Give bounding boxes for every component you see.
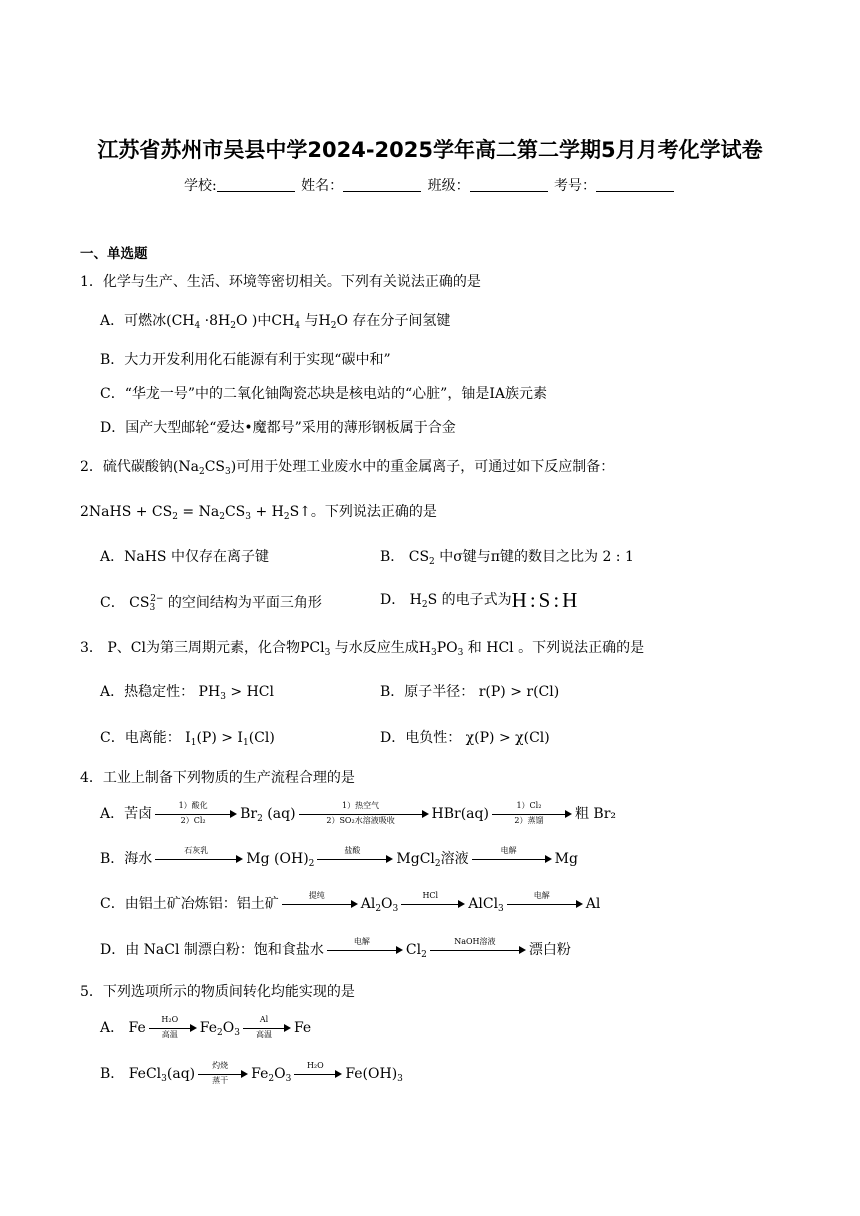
- q2-stem: 2．硫代碳酸钠$(Na_2CS_3)$可用于处理工业废水中的重金属离子，可通过如下反应制备：: [80, 459, 615, 477]
- arrow: 1）酸化 2）Cl₂: [155, 803, 237, 825]
- number-blank[interactable]: [596, 177, 674, 192]
- name-label: 姓名：: [301, 178, 344, 194]
- arrow: 盐酸: [317, 848, 393, 870]
- school-label: 学校:: [183, 178, 217, 194]
- arrow: 1）热空气 2）SO₂水溶液吸收: [299, 803, 429, 825]
- section-heading: 一、单选题: [80, 246, 148, 262]
- student-info-row: [0, 175, 860, 195]
- arrow: 电解: [327, 939, 403, 961]
- class-label: 班级：: [427, 178, 470, 194]
- q3-option-d: D．电负性： χ(P) > χ(Cl): [380, 730, 550, 746]
- arrow: 电解: [472, 848, 552, 870]
- q4-stem: 4．工业上制备下列物质的生产流程合理的是: [80, 770, 355, 786]
- q2-option-c: C． $CS_3^{2-}$ 的空间结构为平面三角形: [100, 594, 322, 613]
- name-blank[interactable]: [343, 177, 421, 192]
- q5-option-a: A． Fe H₂O 高温 $Fe_2O_3$ Al 高温 Fe: [100, 1015, 312, 1039]
- q2-equation: 2NaHS + $CS_2 = Na_2CS_3$ + $H_2S↑$。下列说法正确的是: [80, 504, 437, 522]
- arrow: H₂O: [294, 1063, 342, 1085]
- arrow: 提纯: [282, 893, 358, 915]
- arrow: 灼烧 蒸干: [198, 1063, 248, 1085]
- number-label: 考号：: [554, 178, 597, 194]
- q5-stem: 5．下列选项所示的物质间转化均能实现的是: [80, 984, 355, 1000]
- q2-option-b: B． $CS_2$ 中σ键与π键的数目之比为 2 : 1: [380, 549, 634, 567]
- exam-title: 江苏省苏州市吴县中学2024-2025学年高二第二学期5月月考化学试卷: [97, 138, 763, 162]
- q3-stem: 3． P、Cl为第三周期元素，化合物PCl$_3$ 与水反应生成$H_3PO_3$ 和 HCl 。下列说法正确的是: [80, 640, 645, 658]
- q3-option-b: B．原子半径： r(P) > r(Cl): [380, 684, 560, 700]
- q4-option-d: D．由 NaCl 制漂白粉：饱和食盐水 电解 $Cl_2$ NaOH溶液 漂白粉: [100, 937, 571, 960]
- q1-option-c: C．“华龙一号”中的二氧化铀陶瓷芯块是核电站的“心脏”，铀是IA族元素: [100, 386, 547, 402]
- q1-option-d: D．国产大型邮轮“爱达•魔都号”采用的薄形钢板属于合金: [100, 420, 456, 436]
- q3-option-a: A．热稳定性： $PH_3$ > HCl: [100, 684, 274, 702]
- q4-option-c: C．由铝土矿冶炼铝：铝土矿 提纯 $Al_2O_3$ HCl AlCl$_3$ 电解 Al: [100, 891, 601, 914]
- arrow: 1）Cl₂ 2）蒸馏: [492, 803, 572, 825]
- q4-option-b: B．海水 石灰乳 Mg $(OH)_2$ 盐酸 MgCl$_2$溶液 电解 Mg: [100, 846, 578, 869]
- q3-option-c: C．电离能： $I_1(P) > I_1(Cl)$: [100, 730, 275, 748]
- q4-option-a: A．苦卤 1）酸化 2）Cl₂ $Br_2$ (aq) 1）热空气 2）SO₂水溶液吸收 HBr(aq) 1）Cl₂ 2）蒸馏 粗 Br₂: [100, 801, 616, 825]
- arrow: 电解: [507, 893, 583, 915]
- q1-option-a: A．可燃冰($CH_4 \cdot 8H_2O$ )中$CH_4$ 与$H_2O$ 存在分子间氢键: [100, 313, 451, 331]
- arrow: Al 高温: [243, 1017, 291, 1039]
- arrow: HCl: [401, 893, 465, 915]
- q1-option-b: B．大力开发利用化石能源有利于实现“碳中和”: [100, 352, 391, 368]
- class-blank[interactable]: [470, 177, 548, 192]
- arrow: H₂O 高温: [149, 1017, 197, 1039]
- q2-option-a: A．NaHS 中仅存在离子键: [100, 549, 269, 565]
- electron-formula: H:S:H: [511, 588, 581, 612]
- q5-option-b: B． FeCl$_3$(aq) 灼烧 蒸干 $Fe_2O_3$ H₂O $Fe(OH)_3$: [100, 1061, 403, 1085]
- school-blank[interactable]: [217, 177, 295, 192]
- q1-stem: 1．化学与生产、生活、环境等密切相关。下列有关说法正确的是: [80, 274, 481, 290]
- arrow: 石灰乳: [155, 848, 243, 870]
- arrow: NaOH溶液: [430, 939, 526, 961]
- q2-option-d: D． $H_2S$ 的电子式为H:S:H: [380, 588, 581, 612]
